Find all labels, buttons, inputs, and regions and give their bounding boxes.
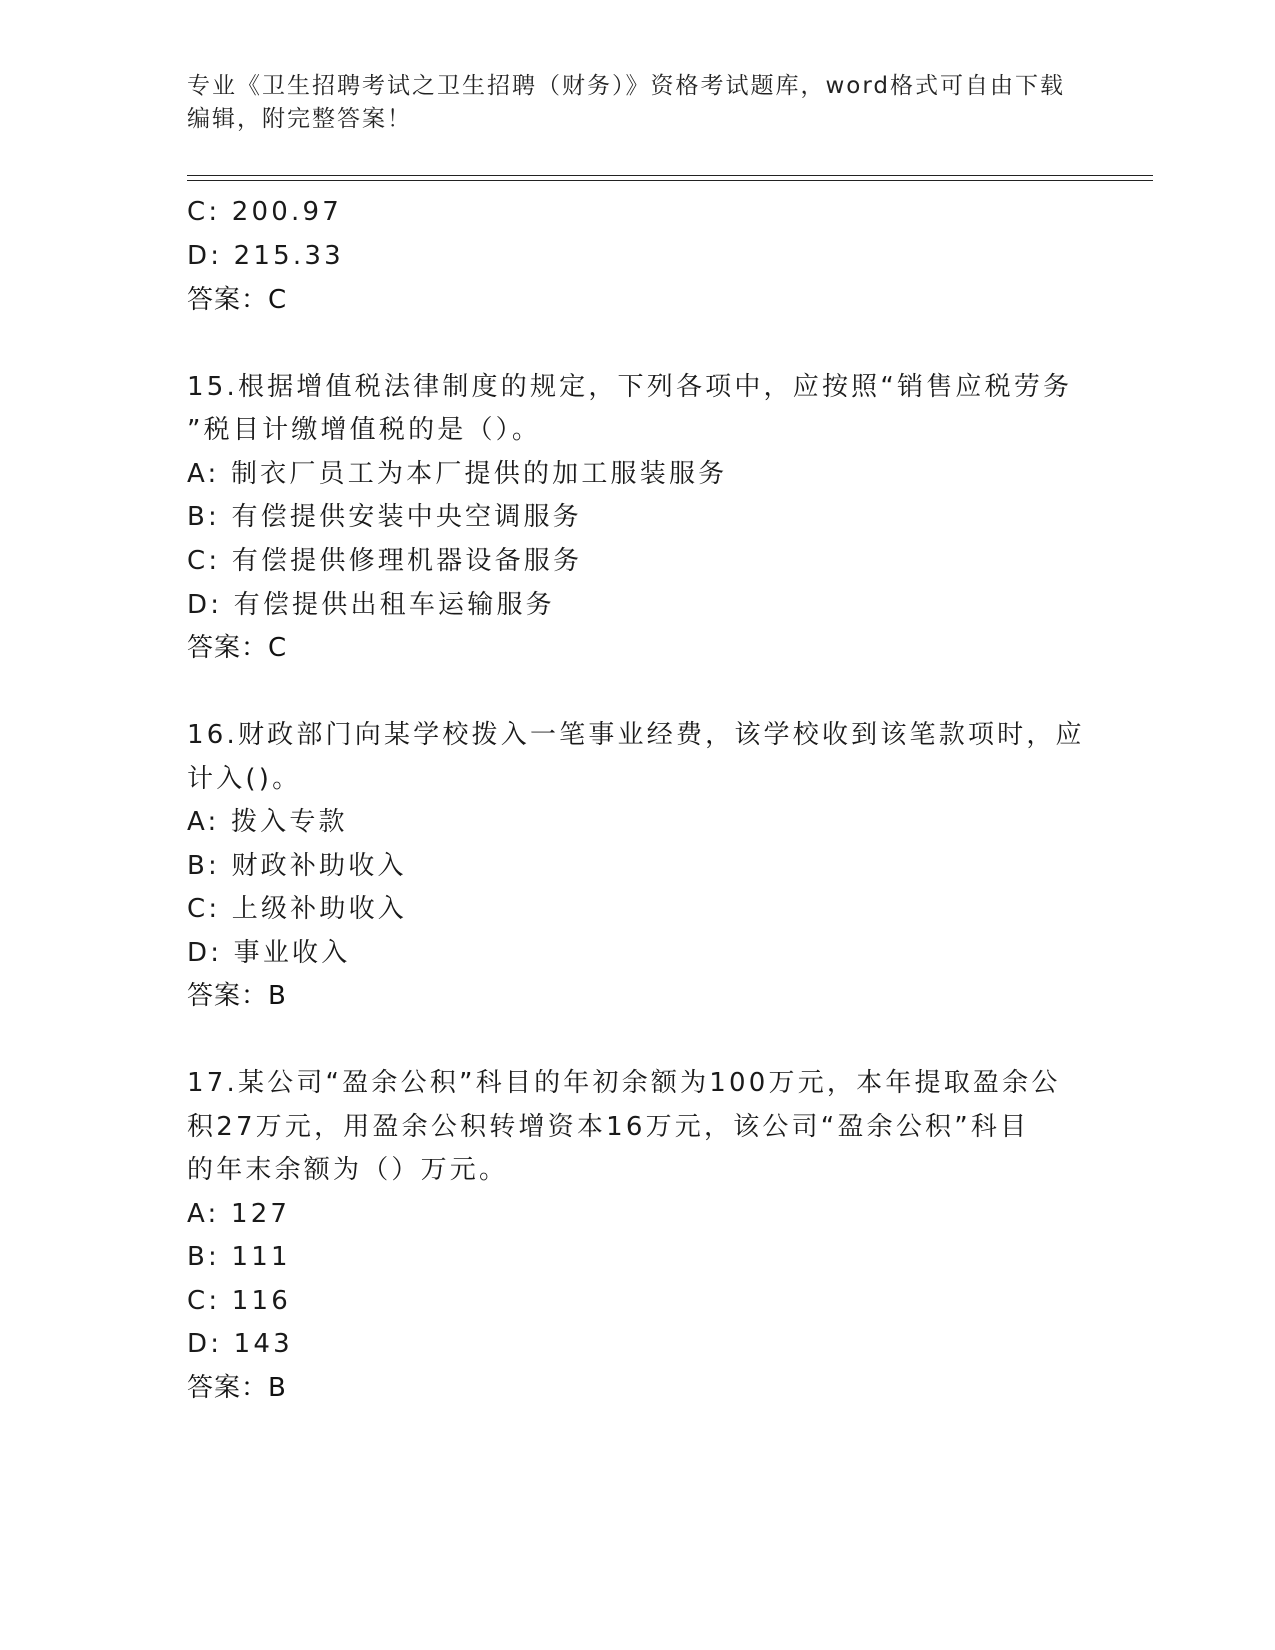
q16-option-d: D: 事业收入 <box>187 938 351 968</box>
q17-option-a: A: 127 <box>187 1199 291 1229</box>
header-divider-top <box>187 175 1153 176</box>
q17-stem-line-2: 积27万元，用盈余公积转增资本16万元，该公司“盈余公积”科目 <box>187 1112 1030 1142</box>
q16-option-c: C: 上级补助收入 <box>187 894 407 924</box>
q15-stem-line-1: 15.根据增值税法律制度的规定，下列各项中，应按照“销售应税劳务 <box>187 372 1073 402</box>
q16-option-b: B: 财政补助收入 <box>187 851 407 881</box>
q17-option-d: D: 143 <box>187 1329 293 1359</box>
q17-answer: 答案：B <box>187 1373 287 1403</box>
q16-stem-line-1: 16.财政部门向某学校拨入一笔事业经费，该学校收到该笔款项时，应 <box>187 720 1085 750</box>
q17-option-c: C: 116 <box>187 1286 292 1316</box>
header-line-1: 专业《卫生招聘考试之卫生招聘（财务）》资格考试题库，word格式可自由下载 <box>187 73 1066 99</box>
q17-stem-line-3: 的年末余额为（）万元。 <box>187 1155 509 1185</box>
q15-stem-line-2: ”税目计缴增值税的是（）。 <box>187 415 542 445</box>
q17-option-b: B: 111 <box>187 1242 291 1272</box>
q15-option-d: D: 有偿提供出租车运输服务 <box>187 590 555 620</box>
header-line-2: 编辑，附完整答案！ <box>187 106 412 132</box>
q15-option-b: B: 有偿提供安装中央空调服务 <box>187 502 582 532</box>
q16-answer: 答案：B <box>187 981 287 1011</box>
q15-option-c: C: 有偿提供修理机器设备服务 <box>187 546 583 576</box>
header-divider-bottom <box>187 180 1153 181</box>
q15-option-a: A: 制衣厂员工为本厂提供的加工服装服务 <box>187 459 728 489</box>
q16-stem-line-2: 计入()。 <box>187 764 302 794</box>
q14-option-c: C: 200.97 <box>187 197 342 227</box>
q17-stem-line-1: 17.某公司“盈余公积”科目的年初余额为100万元，本年提取盈余公 <box>187 1068 1061 1098</box>
document-header <box>187 70 1087 136</box>
q16-option-a: A: 拨入专款 <box>187 807 348 837</box>
q14-answer: 答案：C <box>187 285 288 315</box>
q14-option-d: D: 215.33 <box>187 241 344 271</box>
q15-answer: 答案：C <box>187 633 288 663</box>
